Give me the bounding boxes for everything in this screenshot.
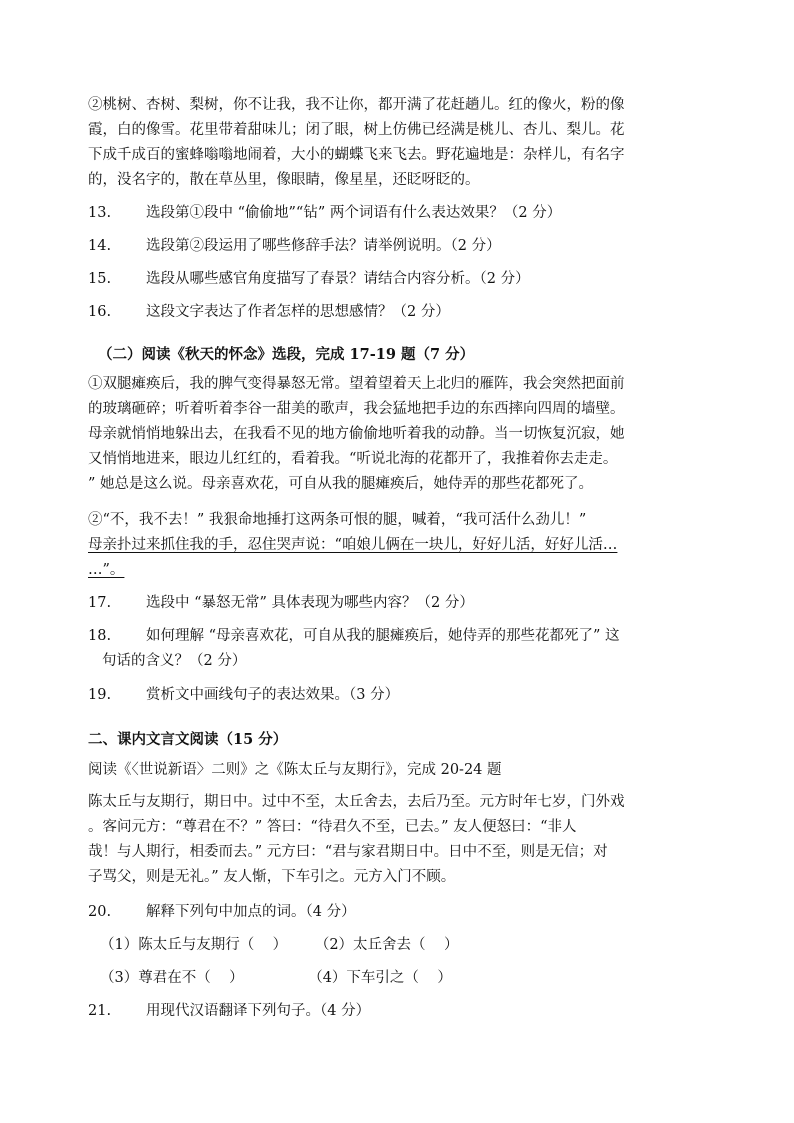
question-number: 19. — [88, 687, 112, 703]
question-number: 16. — [88, 304, 112, 320]
passage-spring-paragraph-2 — [88, 93, 708, 193]
underlined-sentence-line: 母亲扑过来抓住我的手，忍住哭声说：“咱娘儿俩在一块儿，好好儿活，好好儿活… — [88, 537, 618, 553]
text-line: 又悄悄地进来，眼边儿红红的，看着我。“听说北海的花都开了，我推着你去走走。 — [88, 451, 618, 467]
question-text: 选段从哪些感官角度描写了春景？请结合内容分析。（2 分） — [146, 271, 530, 287]
question-text: 选段第②段运用了哪些修辞手法？请举例说明。（2 分） — [146, 238, 501, 254]
question-text: 赏析文中画线句子的表达效果。（3 分） — [146, 687, 400, 703]
text-line: 的玻璃砸碎；听着听着李谷一甜美的歌声，我会猛地把手边的东西摔向四周的墙壁。 — [88, 401, 625, 417]
question-number: 18. — [88, 628, 112, 644]
question-text: 这段文字表达了作者怎样的思想感情？（2 分） — [146, 304, 450, 320]
text-line: 下成千成百的蜜蜂嗡嗡地闹着，大小的蝴蝶飞来飞去。野花遍地是：杂样儿，有名字 — [88, 147, 625, 163]
question-text: 用现代汉语翻译下列句子。（4 分） — [146, 1003, 371, 1019]
section-title-autumn: （二）阅读《秋天的怀念》选段，完成 17-19 题（7 分） — [98, 346, 475, 363]
passage-autumn-paragraph-1 — [88, 372, 708, 497]
section-title-classical: 二、课内文言文阅读（15 分） — [88, 731, 288, 748]
text-line: 哉！与人期行，相委而去。” 元方曰：“君与家君期日中。日中不至，则是无信；对 — [88, 844, 608, 860]
question-number: 15. — [88, 271, 112, 287]
underlined-sentence-line: …”。 — [88, 562, 125, 578]
question-text: 选段第①段中 “偷偷地”“钻” 两个词语有什么表达效果？（2 分） — [146, 205, 562, 221]
question-text-continued: 句话的含义？（2 分） — [102, 653, 247, 669]
question-21 — [88, 999, 708, 1024]
text-line: ” 她总是这么说。母亲喜欢花，可自从我的腿瘫痪后，她侍弄的那些花都死了。 — [88, 476, 594, 492]
question-20-items-row-2: （3）尊君在不（ ） （4）下车引之（ ） — [100, 970, 452, 986]
question-text: 如何理解 “母亲喜欢花，可自从我的腿瘫痪后，她侍弄的那些花都死了” 这 — [146, 628, 620, 644]
text-line: ②“不，我不去！” 我狠命地捶打这两条可恨的腿，喊着，“我可活什么劲儿！” — [88, 512, 587, 528]
text-line: ②桃树、杏树、梨树，你不让我，我不让你，都开满了花赶趟儿。红的像火，粉的像 — [88, 97, 625, 113]
text-line: 子骂父，则是无礼。” 友人惭，下车引之。元方入门不顾。 — [88, 869, 456, 885]
question-text: 选段中 “暴怒无常” 具体表现为哪些内容？（2 分） — [146, 595, 474, 611]
text-line: 陈太丘与友期行，期日中。过中不至，太丘舍去，去后乃至。元方时年七岁，门外戏 — [88, 794, 625, 810]
question-number: 13. — [88, 205, 112, 221]
text-line: ①双腿瘫痪后，我的脾气变得暴怒无常。望着望着天上北归的雁阵，我会突然把面前 — [88, 376, 625, 392]
question-number: 20. — [88, 904, 112, 920]
section-intro: 阅读《〈世说新语〉二则》之《陈太丘与友期行》，完成 20-24 题 — [88, 762, 502, 778]
question-text: 解释下列句中加点的词。（4 分） — [146, 904, 356, 920]
text-line: 的，没名字的，散在草丛里，像眼睛，像星星，还眨呀眨的。 — [88, 172, 480, 188]
question-15 — [88, 267, 708, 292]
question-17 — [88, 591, 708, 616]
question-20 — [88, 900, 708, 925]
question-16 — [88, 300, 708, 325]
question-number: 14. — [88, 238, 112, 254]
question-13 — [88, 201, 708, 226]
question-14 — [88, 234, 708, 259]
question-20-items-row-1: （1）陈太丘与友期行（ ） （2）太丘舍去（ ） — [100, 937, 459, 953]
passage-classical — [88, 790, 708, 890]
question-19 — [88, 683, 708, 708]
question-number: 17. — [88, 595, 112, 611]
question-18 — [88, 624, 708, 674]
text-line: 。客问元方：“尊君在不？” 答曰：“待君久不至，已去。” 友人便怒曰：“非人 — [88, 819, 577, 835]
text-line: 母亲就悄悄地躲出去，在我看不见的地方偷偷地听着我的动静。当一切恢复沉寂，她 — [88, 426, 625, 442]
passage-autumn-paragraph-2 — [88, 508, 708, 583]
text-line: 霞，白的像雪。花里带着甜味儿；闭了眼，树上仿佛已经满是桃儿、杏儿、梨儿。花 — [88, 122, 625, 138]
question-number: 21. — [88, 1003, 112, 1019]
